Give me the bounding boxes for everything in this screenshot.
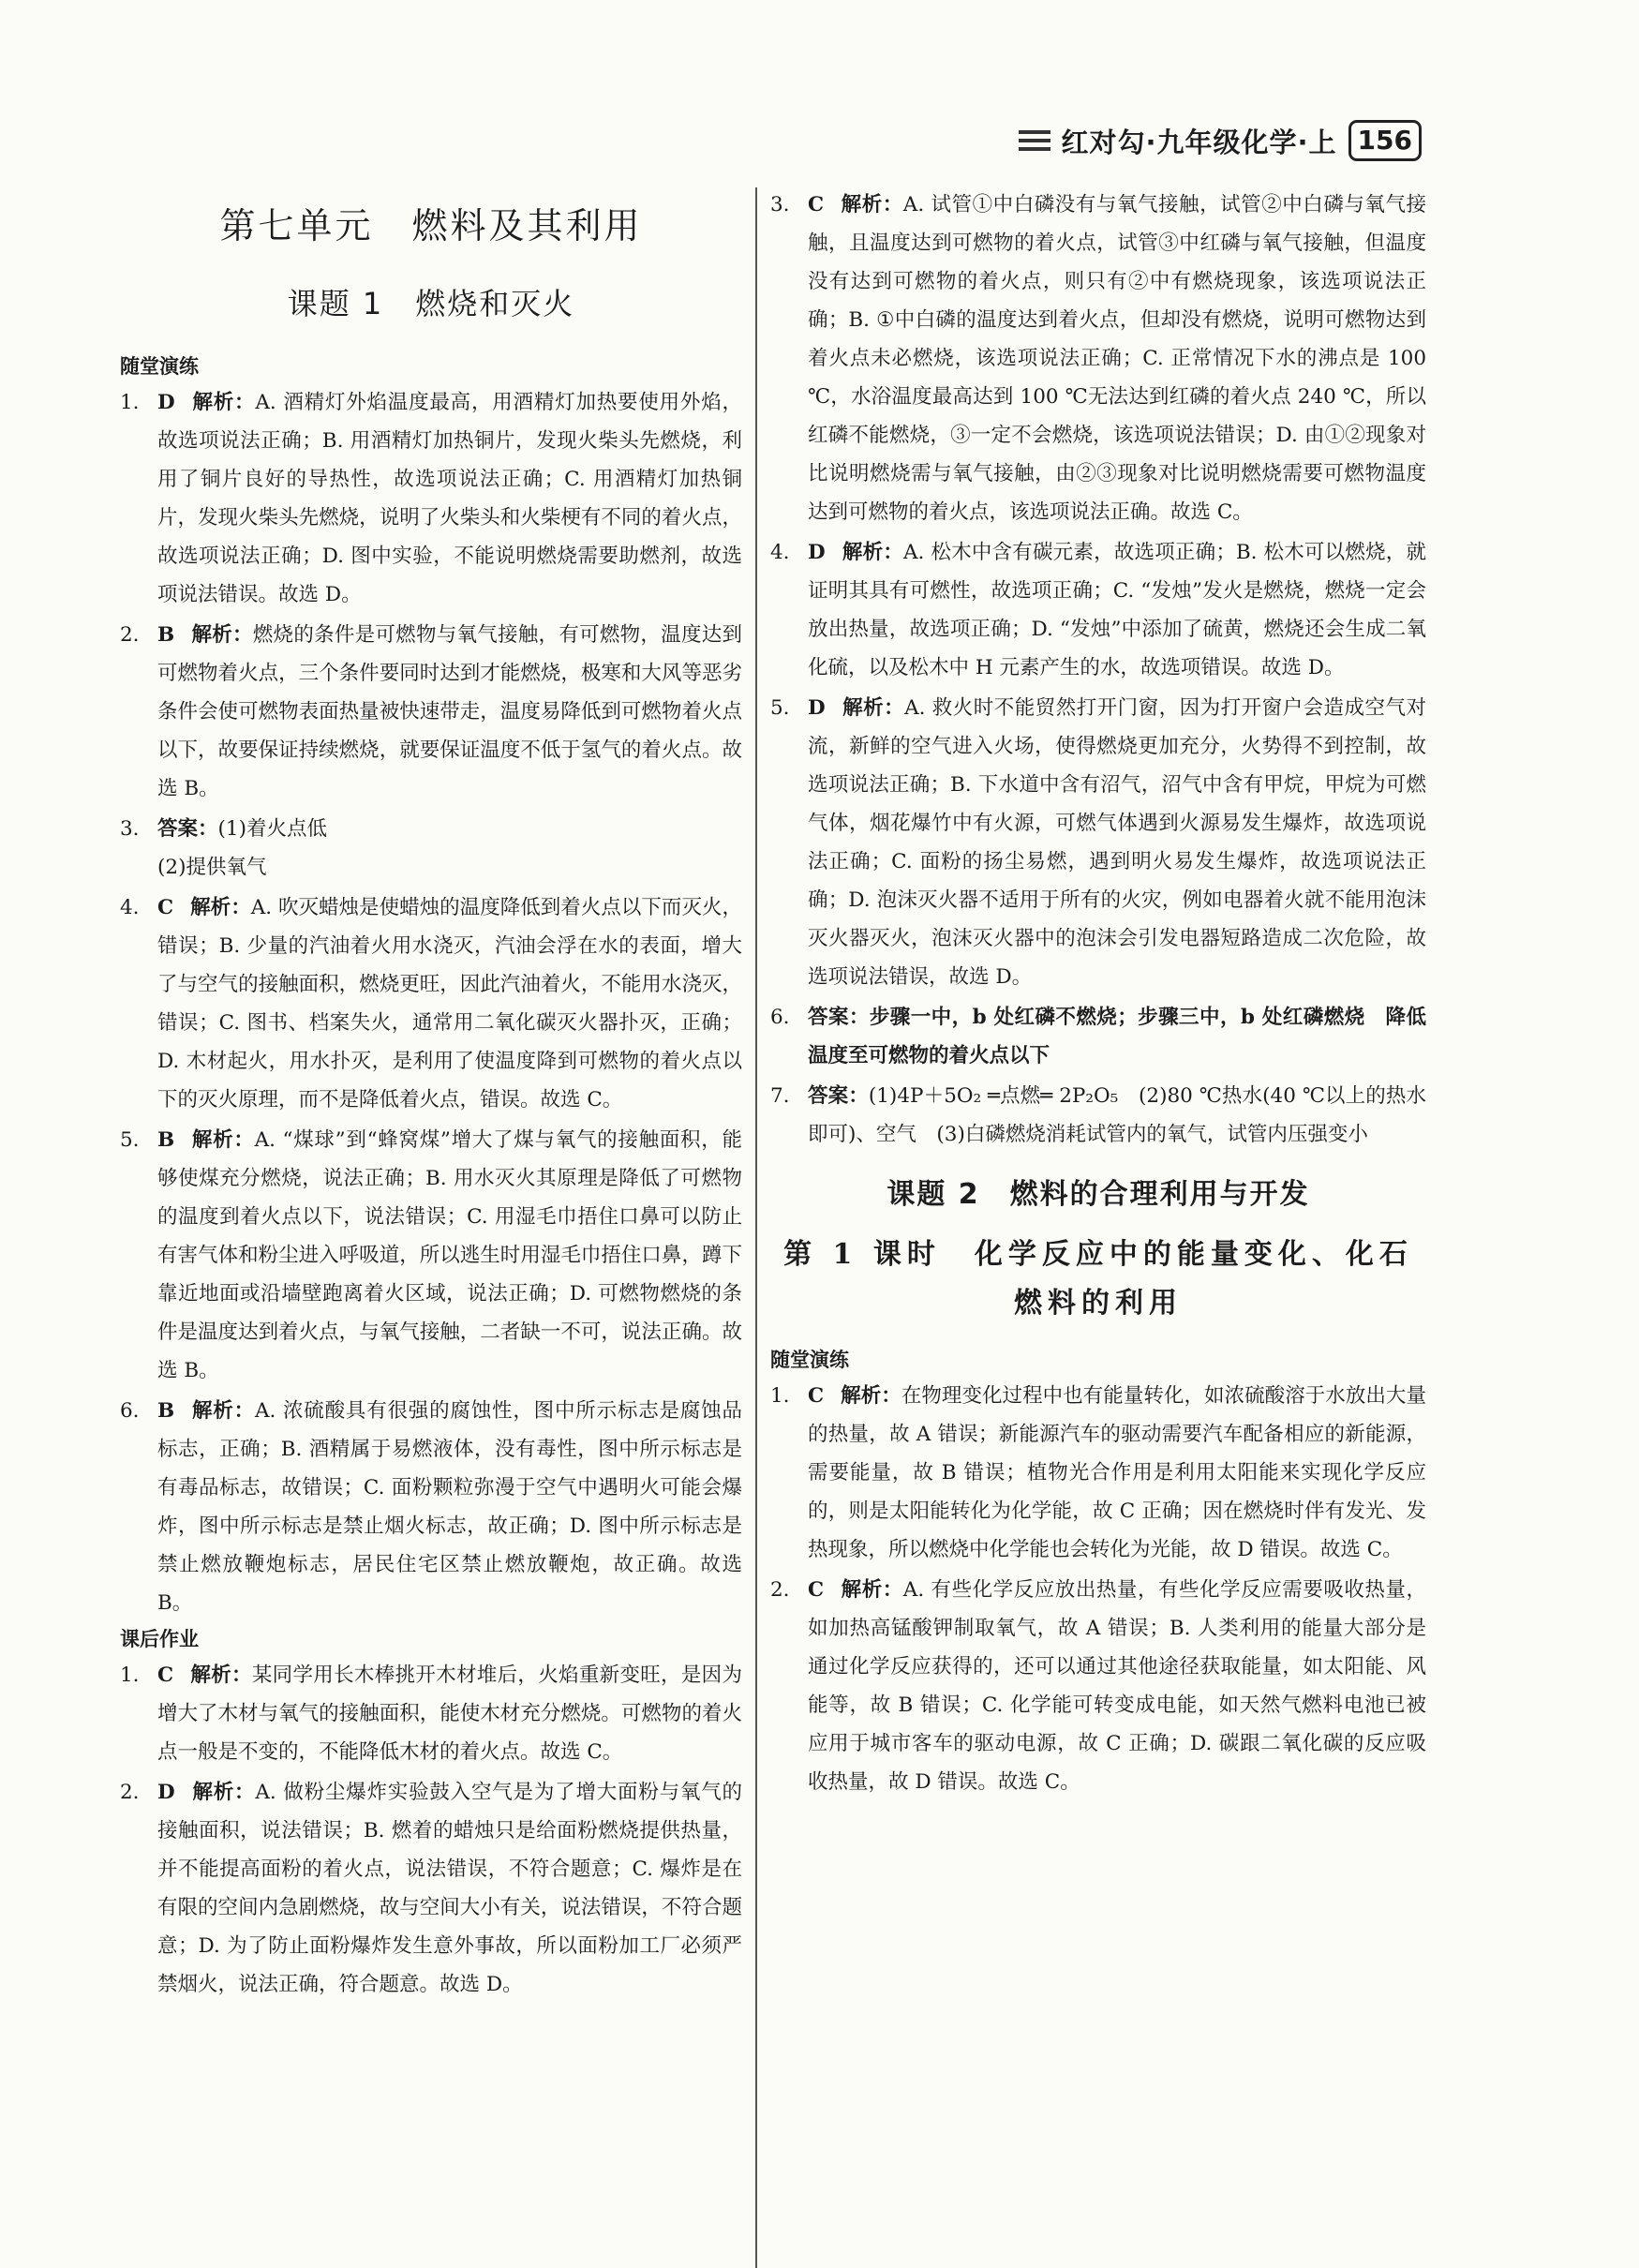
list-item: 1. C 解析：某同学用长木棒挑开木材堆后，火焰重新变旺，是因为增大了木材与氧气的接触面积，能使木材充分燃烧。可燃物的着火点一般是不变的，不能降低木材的着火点。故选 C。 (120, 1664, 742, 1764)
section-practice-2: 随堂演练 (770, 1349, 849, 1371)
list-item: 3. C 解析：A. 试管①中白磷没有与氧气接触，试管②中白磷与氧气接触，且温度达到可燃物的着火点，试管③中红磷与氧气接触，但温度没有达到可燃物的着火点，则只有②中有燃烧现象，该选项说法正确；B. ①中白磷的温度达到着火点，但却没有燃烧，说明可燃物达到着火点未必燃烧，该选项说法正确；C. 正常情况下水的沸点是 100 ℃，水浴温度最高达到 100 ℃无法达到红磷的着火点 240 ℃，所以红磷不能燃烧，③一定不会燃烧，该选项说法错误；D. 由①②现象对比说明燃烧需与氧气接触，由②③现象对比说明燃烧需要可燃物温度达到可燃物的着火点，该选项说法正确。故选 C。 (770, 193, 1426, 524)
period-title: 第 1 课时 化学反应中的能量变化、化石燃料的利用 (783, 1238, 1413, 1320)
column-divider (755, 187, 757, 2268)
section-homework: 课后作业 (120, 1628, 199, 1650)
unit-title: 第七单元 燃料及其利用 (219, 205, 643, 246)
list-item: 6. B 解析：A. 浓硫酸具有很强的腐蚀性，图中所示标志是腐蚀品标志，正确；B. 酒精属于易燃液体，没有毒性，图中所示标志是有毒品标志，故错误；C. 面粉颗粒弥漫于空气中遇明火可能会爆炸，图中所示标志是禁止烟火标志，故正确；D. 图中所示标志是禁止燃放鞭炮标志，居民住宅区禁止燃放鞭炮，故正确。故选 B。 (120, 1399, 742, 1615)
list-item: 5. B 解析：A. “煤球”到“蜂窝煤”增大了煤与氧气的接触面积，能够使煤充分燃烧，说法正确；B. 用水灭火其原理是降低了可燃物的温度到着火点以下，说法错误；C. 用湿毛巾捂住口鼻可以防止有害气体和粉尘进入呼吸道，所以逃生时用湿毛巾捂住口鼻，蹲下靠近地面或沿墙壁跑离着火区域，说法正确；D. 可燃物燃烧的条件是温度达到着火点，与氧气接触，二者缺一不可，说法正确。故选 B。 (120, 1128, 742, 1382)
running-header (1019, 120, 1423, 161)
left-column (120, 197, 742, 2211)
section-practice: 随堂演练 (120, 355, 199, 378)
list-item: 2. C 解析：A. 有些化学反应放出热量，有些化学反应需要吸收热量，如加热高锰酸钾制取氧气，故 A 错误；B. 人类利用的能量大部分是通过化学反应获得的，还可以通过其他途径获取能量，如太阳能、风能等，故 B 错误；C. 化学能可转变成电能，如天然气燃料电池已被应用于城市客车的驱动电源，故 C 正确；D. 碳跟二氧化碳的反应吸收热量，故 D 错误。故选 C。 (770, 1578, 1426, 1794)
right-column (770, 186, 1426, 2211)
list-item: 6. 答案：步骤一中，b 处红磷不燃烧；步骤三中，b 处红磷燃烧 降低温度至可燃物的着火点以下 (770, 1006, 1426, 1067)
list-item: 7. 答案：(1)4P＋5O₂ ═点燃═ 2P₂O₅ (2)80 ℃热水(40 ℃以上的热水即可)、空气 (3)白磷燃烧消耗试管内的氧气，试管内压强变小 (770, 1084, 1426, 1146)
list-item: 1. C 解析：在物理变化过程中也有能量转化，如浓硫酸溶于水放出大量的热量，故 A 错误；新能源汽车的驱动需要汽车配备相应的新能源，需要能量，故 B 错误；植物光合作用是利用太阳能来实现化学反应的，则是太阳能转化为化学能，故 C 正确；因在燃烧时伴有发光、发热现象，所以燃烧中化学能也会转化为光能，故 D 错误。故选 C。 (770, 1384, 1426, 1561)
list-item: 5. D 解析：A. 救火时不能贸然打开门窗，因为打开窗户会造成空气对流，新鲜的空气进入火场，使得燃烧更加充分，火势得不到控制，故选项说法正确；B. 下水道中含有沼气，沼气中含有甲烷，甲烷为可燃气体，烟花爆竹中有火源，可燃气体遇到火源易发生爆炸，故选项说法正确；C. 面粉的扬尘易燃，遇到明火易发生爆炸，故选项说法正确；D. 泡沫灭火器不适用于所有的火灾，例如电器着火就不能用泡沫灭火器灭火，泡沫灭火器中的泡沫会引发电器短路造成二次危险，故选项说法错误，故选 D。 (770, 696, 1426, 989)
header-lines-icon (1019, 130, 1050, 151)
page-number: 156 (1348, 120, 1422, 161)
list-item: 2. B 解析：燃烧的条件是可燃物与氧气接触，有可燃物，温度达到可燃物着火点，三个条件要同时达到才能燃烧，极寒和大风等恶劣条件会使可燃物表面热量被快速带走，温度易降低到可燃物着火点以下，故要保证持续燃烧，就要保证温度不低于氢气的着火点。故选 B。 (120, 623, 742, 800)
lesson-1-title: 课题 1 燃烧和灭火 (287, 286, 575, 321)
list-item: 4. C 解析：A. 吹灭蜡烛是使蜡烛的温度降低到着火点以下而灭火，错误；B. 少量的汽油着火用水浇灭，汽油会浮在水的表面，增大了与空气的接触面积，燃烧更旺，因此汽油着火，不能用水浇灭，错误；C. 图书、档案失火，通常用二氧化碳灭火器扑灭，正确；D. 木材起火，用水扑灭，是利用了使温度降到可燃物的着火点以下的灭火原理，而不是降低着火点，错误。故选 C。 (120, 896, 742, 1112)
list-item: 1. D 解析：A. 酒精灯外焰温度最高，用酒精灯加热要使用外焰，故选项说法正确；B. 用酒精灯加热铜片，发现火柴头先燃烧，利用了铜片良好的导热性，故选项说法正确；C. 用酒精灯加热铜片，发现火柴头先燃烧，说明了火柴头和火柴梗有不同的着火点，故选项说法正确；D. 图中实验，不能说明燃烧需要助燃剂，故选项说法错误。故选 D。 (120, 391, 742, 606)
list-item: 2. D 解析：A. 做粉尘爆炸实验鼓入空气是为了增大面粉与氧气的接触面积，说法错误；B. 燃着的蜡烛只是给面粉燃烧提供热量，并不能提高面粉的着火点，说法错误，不符合题意；C. 爆炸是在有限的空间内急剧燃烧，故与空间大小有关，说法错误，不符合题意；D. 为了防止面粉爆炸发生意外事故，所以面粉加工厂必须严禁烟火，说法正确，符合题意。故选 D。 (120, 1781, 742, 1996)
lesson-2-title: 课题 2 燃料的合理利用与开发 (887, 1178, 1310, 1211)
list-item: 3. 答案：(1)着火点低 (2)提供氧气 (120, 817, 327, 879)
list-item: 4. D 解析：A. 松木中含有碳元素，故选项正确；B. 松木可以燃烧，就证明其具有可燃性，故选项正确；C. “发烛”发火是燃烧，燃烧一定会放出热量，故选项正确；D. “发烛”中添加了硫黄，燃烧还会生成二氧化硫，以及松木中 H 元素产生的水，故选项错误。故选 D。 (770, 541, 1426, 679)
book-title: 红对勾·九年级化学·上 (1061, 126, 1337, 158)
